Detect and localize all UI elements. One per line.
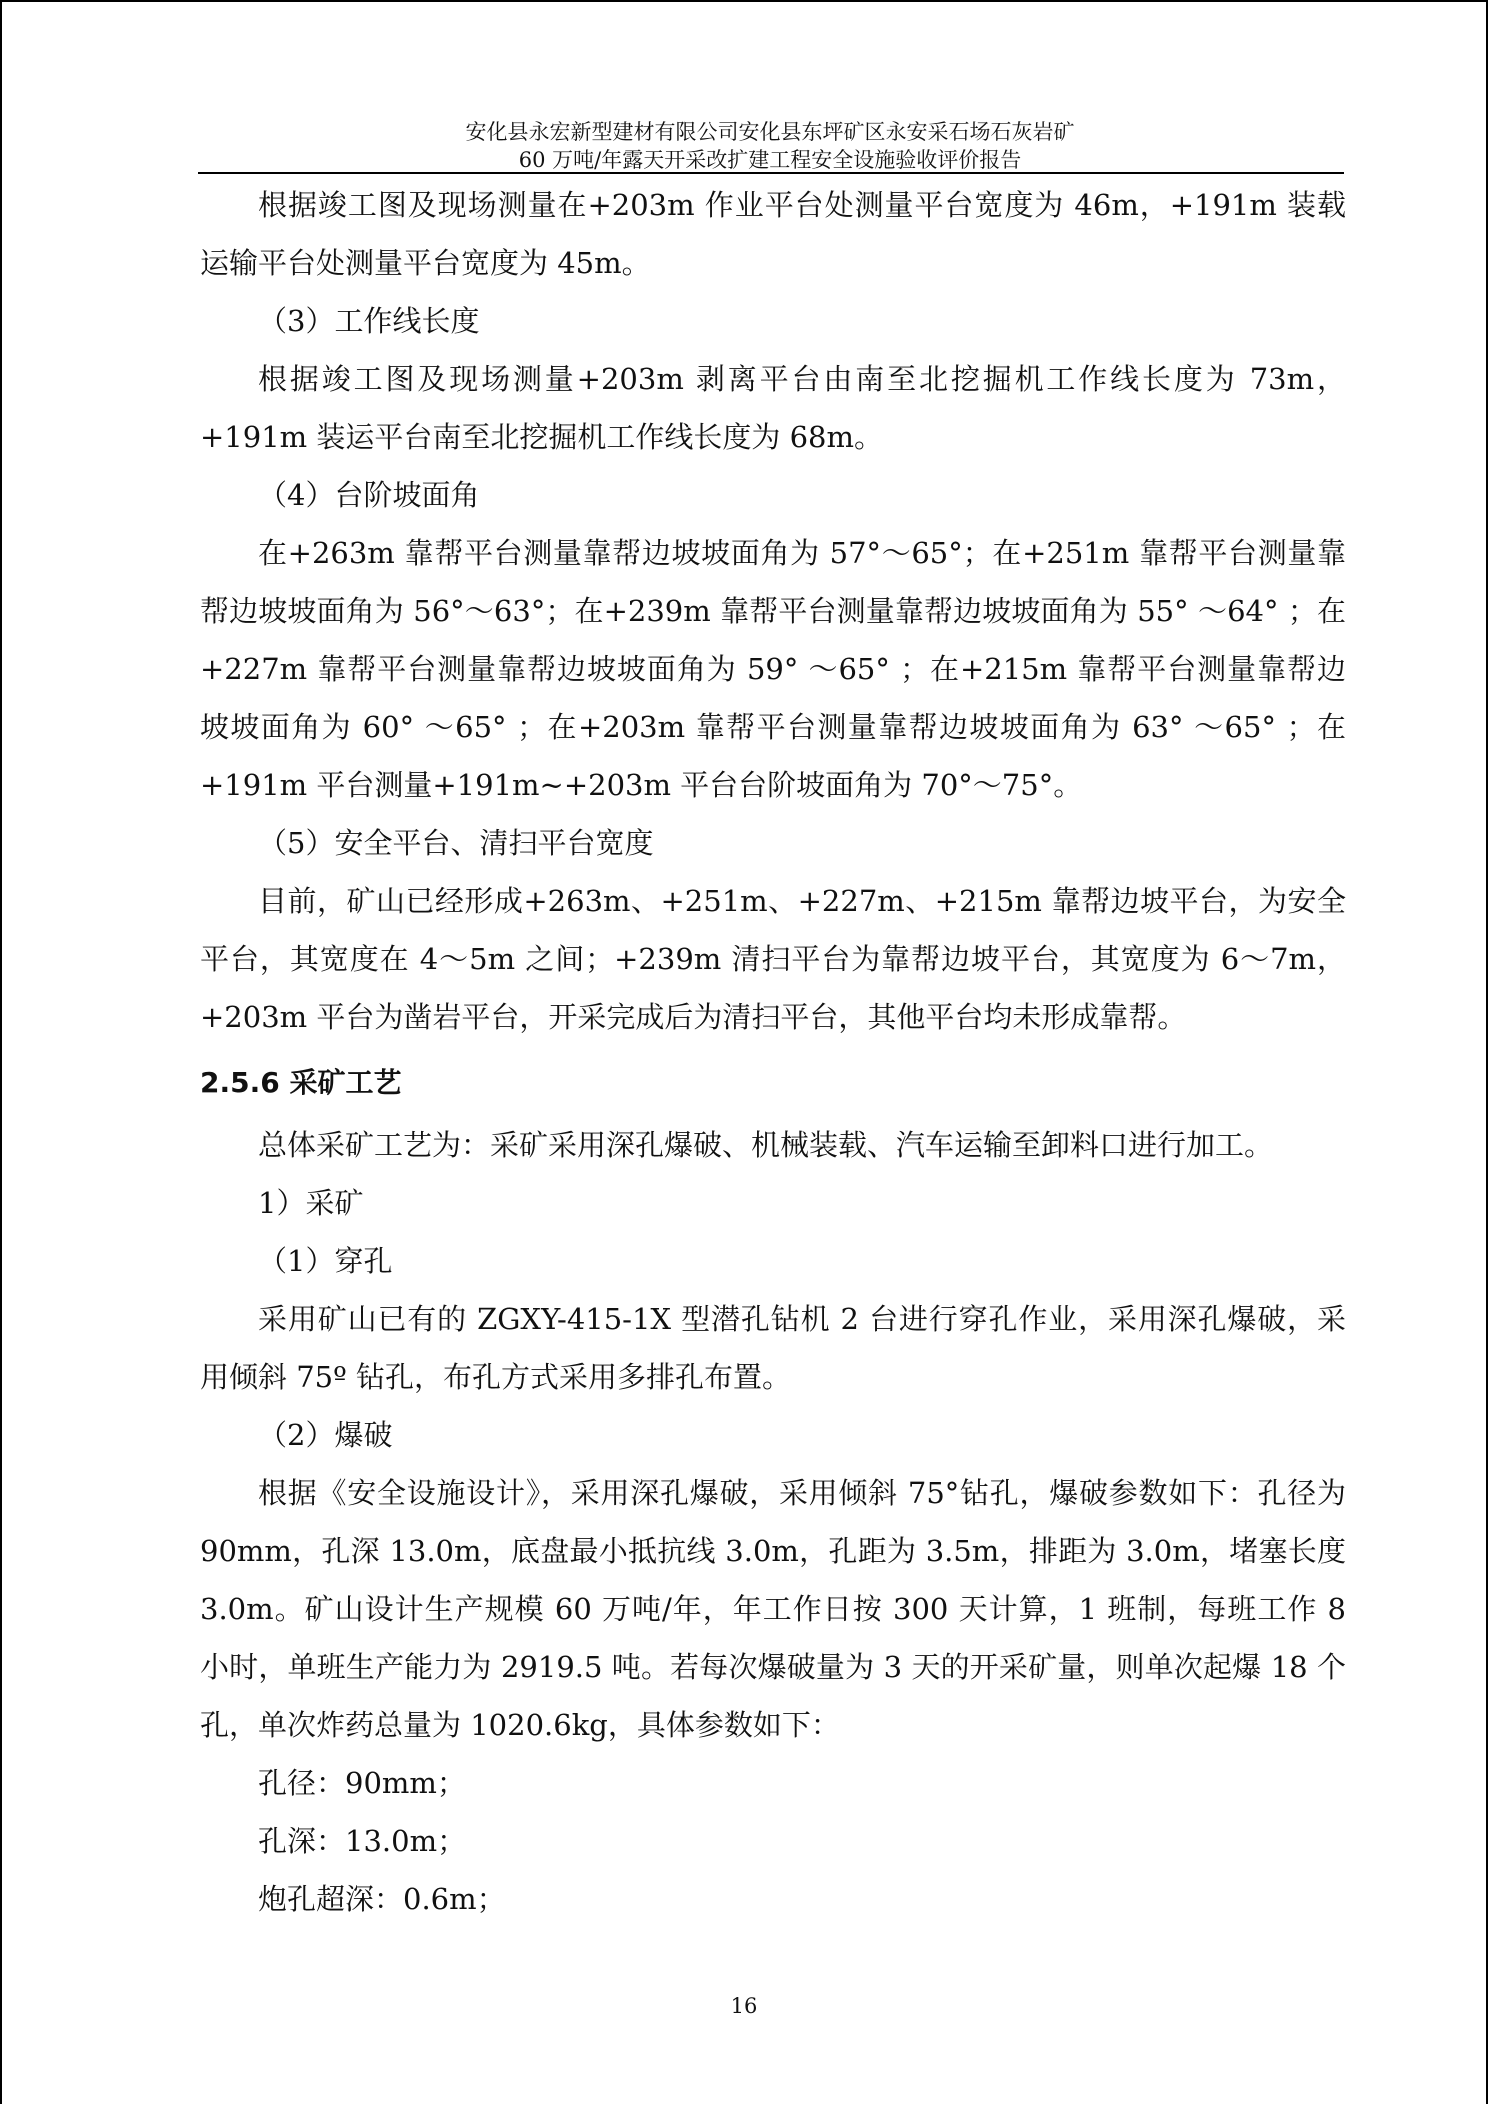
header-line-1: 安化县永宏新型建材有限公司安化县东坪矿区永安采石场石灰岩矿 <box>465 120 1075 144</box>
header-divider <box>198 172 1344 174</box>
param-hole-depth: 孔深：13.0m； <box>258 1824 467 1858</box>
paragraph-drilling: 采用矿山已有的 ZGXY-415-1X 型潜孔钻机 2 台进行穿孔作业，采用深孔爆破，采用倾斜 75º 钻孔，布孔方式采用多排孔布置。 <box>200 1302 1346 1394</box>
page-number: 16 <box>730 1994 758 2018</box>
heading-drilling: （1）穿孔 <box>258 1244 393 1278</box>
heading-work-line-length: （3）工作线长度 <box>258 304 480 338</box>
paragraph-bench-slope-angle: 在+263m 靠帮平台测量靠帮边坡坡面角为 57°～65°；在+251m 靠帮平台测量靠帮边坡坡面角为 56°～63°；在+239m 靠帮平台测量靠帮边坡坡面角为 55° ～64° ；在+227m 靠帮平台测量靠帮边坡坡面角为 59° ～65° ；在+215m 靠帮平台测量靠帮边坡坡面角为 60° ～65° ；在+203m 靠帮平台测量靠帮边坡坡面角为 63° ～65° ；在+191m 平台测量+191m~+203m 平台台阶坡面角为 70°～75°。 <box>200 536 1346 802</box>
header-line-2: 60 万吨/年露天开采改扩建工程安全设施验收评价报告 <box>518 148 1022 172</box>
heading-mining: 1）采矿 <box>258 1186 364 1220</box>
heading-bench-slope-angle: （4）台阶坡面角 <box>258 478 480 512</box>
paragraph-mining-process-overview: 总体采矿工艺为：采矿采用深孔爆破、机械装载、汽车运输至卸料口进行加工。 <box>258 1128 1274 1162</box>
document-header <box>200 118 1340 174</box>
paragraph-blasting: 根据《安全设施设计》，采用深孔爆破，采用倾斜 75°钻孔，爆破参数如下：孔径为 90mm，孔深 13.0m，底盘最小抵抗线 3.0m，孔距为 3.5m，排距为 3.0m，堵塞长度 3.0m。矿山设计生产规模 60 万吨/年，年工作日按 300 天计算，1 班制，每班工作 8 小时，单班生产能力为 2919.5 吨。若每次爆破量为 3 天的开采矿量，则单次起爆 18 个孔，单次炸药总量为 1020.6kg，具体参数如下： <box>200 1476 1346 1742</box>
param-overdrill: 炮孔超深：0.6m； <box>258 1882 506 1916</box>
heading-blasting: （2）爆破 <box>258 1418 393 1452</box>
paragraph-platform-width: 根据竣工图及现场测量在+203m 作业平台处测量平台宽度为 46m，+191m 装载运输平台处测量平台宽度为 45m。 <box>200 188 1346 280</box>
heading-safety-platform-width: （5）安全平台、清扫平台宽度 <box>258 826 654 860</box>
paragraph-safety-platform-width: 目前，矿山已经形成+263m、+251m、+227m、+215m 靠帮边坡平台，为安全平台，其宽度在 4～5m 之间；+239m 清扫平台为靠帮边坡平台，其宽度为 6～7m，+203m 平台为凿岩平台，开采完成后为清扫平台，其他平台均未形成靠帮。 <box>200 884 1346 1034</box>
document-body <box>200 176 1346 1928</box>
param-hole-diameter: 孔径：90mm； <box>258 1766 466 1800</box>
section-title-mining-process: 2.5.6 采矿工艺 <box>200 1066 402 1099</box>
paragraph-work-line-length: 根据竣工图及现场测量+203m 剥离平台由南至北挖掘机工作线长度为 73m，+191m 装运平台南至北挖掘机工作线长度为 68m。 <box>200 362 1346 454</box>
